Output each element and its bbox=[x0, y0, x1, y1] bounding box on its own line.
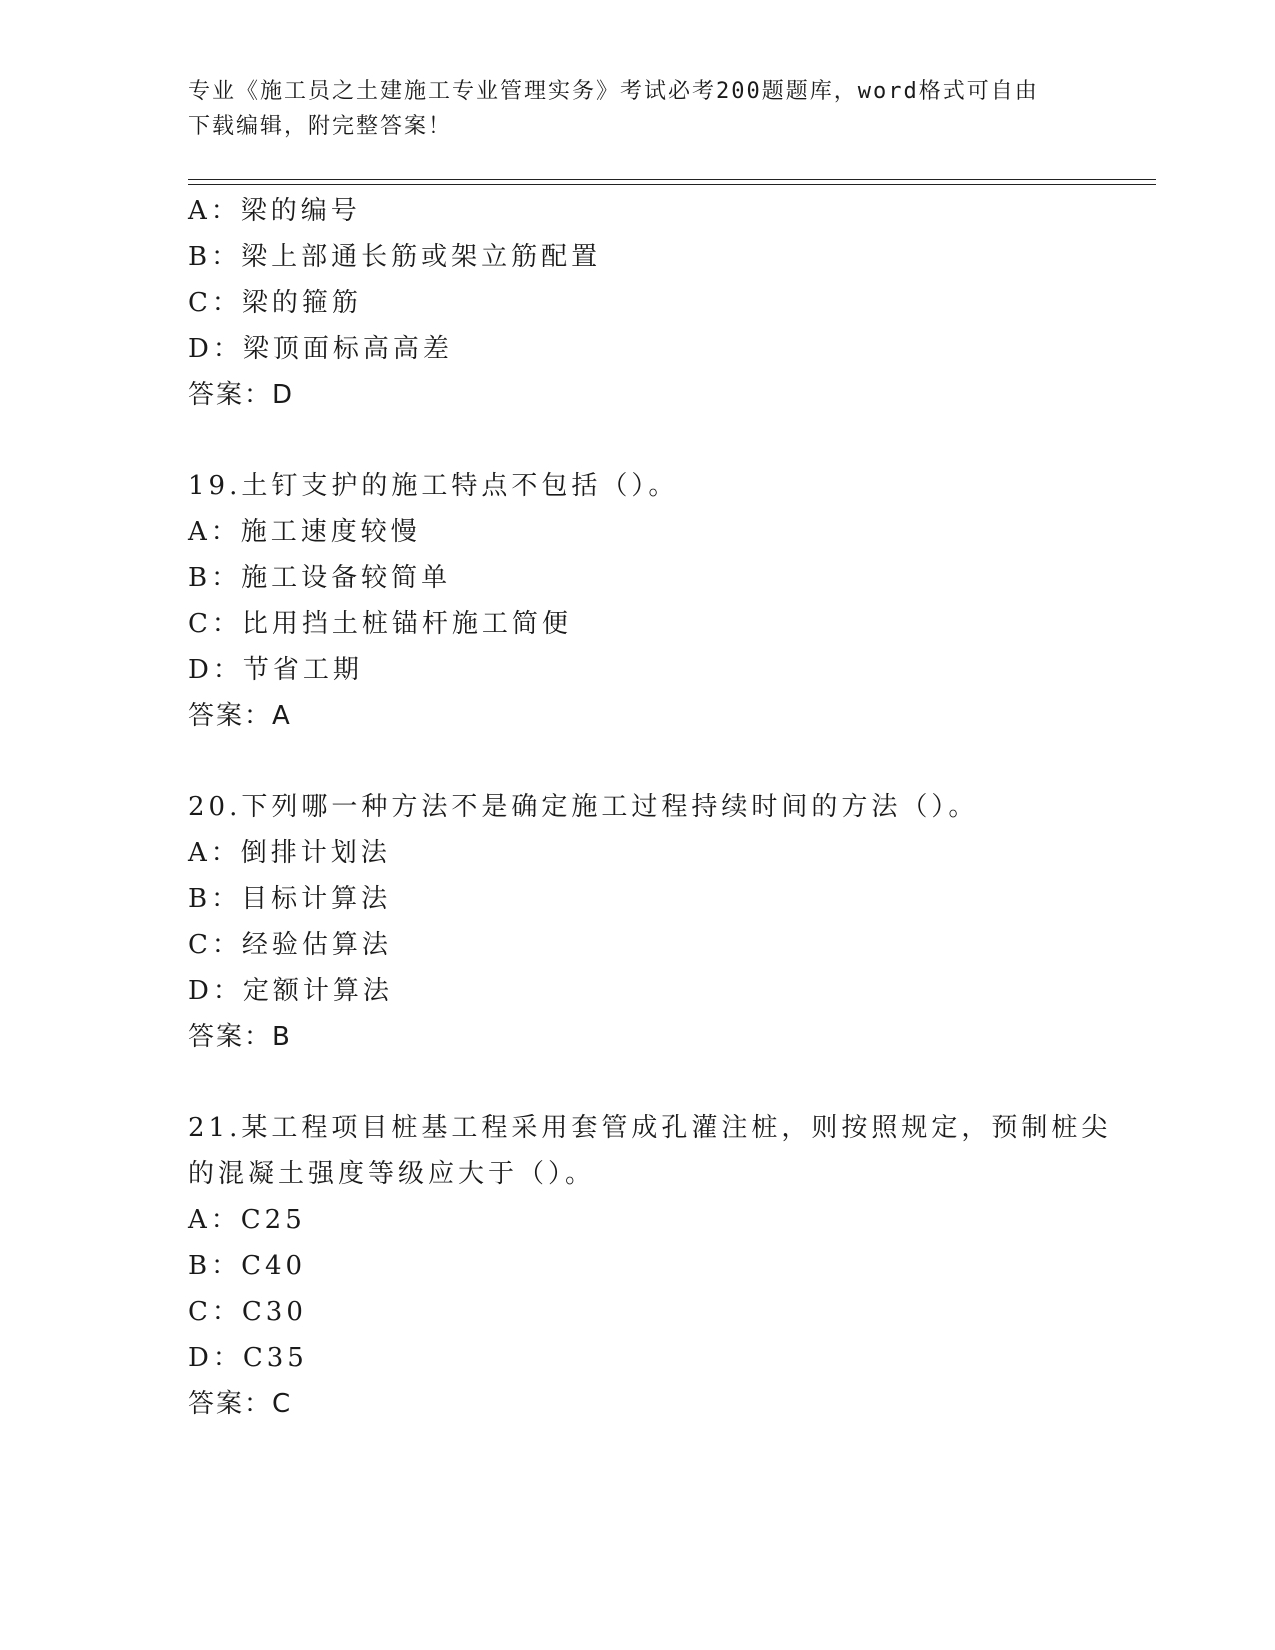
header-line-1: 专业《施工员之土建施工专业管理实务》考试必考200题题库，word格式可自由 bbox=[188, 79, 1039, 104]
question-text-line-2: 的混凝土强度等级应大于（）。 bbox=[188, 1159, 596, 1189]
header-divider-bottom bbox=[188, 184, 1156, 185]
question-18 bbox=[188, 188, 1088, 418]
option-b: B：C40 bbox=[188, 1251, 307, 1281]
answer-line: 答案：D bbox=[188, 380, 295, 410]
option-d: D：定额计算法 bbox=[188, 976, 393, 1006]
question-text: 19.土钉支护的施工特点不包括（）。 bbox=[188, 471, 679, 501]
option-b: B：目标计算法 bbox=[188, 884, 392, 914]
option-d: D：梁顶面标高高差 bbox=[188, 334, 453, 364]
question-text: 20.下列哪一种方法不是确定施工过程持续时间的方法（）。 bbox=[188, 792, 979, 822]
option-c: C：比用挡土桩锚杆施工简便 bbox=[188, 609, 572, 639]
answer-line: 答案：A bbox=[188, 701, 292, 731]
option-a: A：梁的编号 bbox=[188, 196, 361, 226]
question-list bbox=[188, 188, 1112, 1427]
option-c: C：梁的箍筋 bbox=[188, 288, 362, 318]
document-header bbox=[188, 74, 1068, 144]
header-divider-top bbox=[188, 179, 1156, 180]
option-d: D：C35 bbox=[188, 1343, 308, 1373]
option-c: C：经验估算法 bbox=[188, 930, 392, 960]
option-a: A：C25 bbox=[188, 1205, 306, 1235]
option-d: D：节省工期 bbox=[188, 655, 363, 685]
question-19 bbox=[188, 463, 1088, 739]
question-text-line-1: 21.某工程项目桩基工程采用套管成孔灌注桩，则按照规定，预制桩尖 bbox=[188, 1113, 1112, 1143]
option-b: B：施工设备较简单 bbox=[188, 563, 452, 593]
option-b: B：梁上部通长筋或架立筋配置 bbox=[188, 242, 602, 272]
answer-line: 答案：C bbox=[188, 1389, 293, 1419]
option-a: A：倒排计划法 bbox=[188, 838, 391, 868]
option-a: A：施工速度较慢 bbox=[188, 517, 421, 547]
header-line-2: 下载编辑，附完整答案！ bbox=[188, 114, 453, 139]
question-21 bbox=[188, 1105, 1112, 1427]
answer-line: 答案：B bbox=[188, 1022, 292, 1052]
option-c: C：C30 bbox=[188, 1297, 307, 1327]
question-20 bbox=[188, 784, 1088, 1060]
